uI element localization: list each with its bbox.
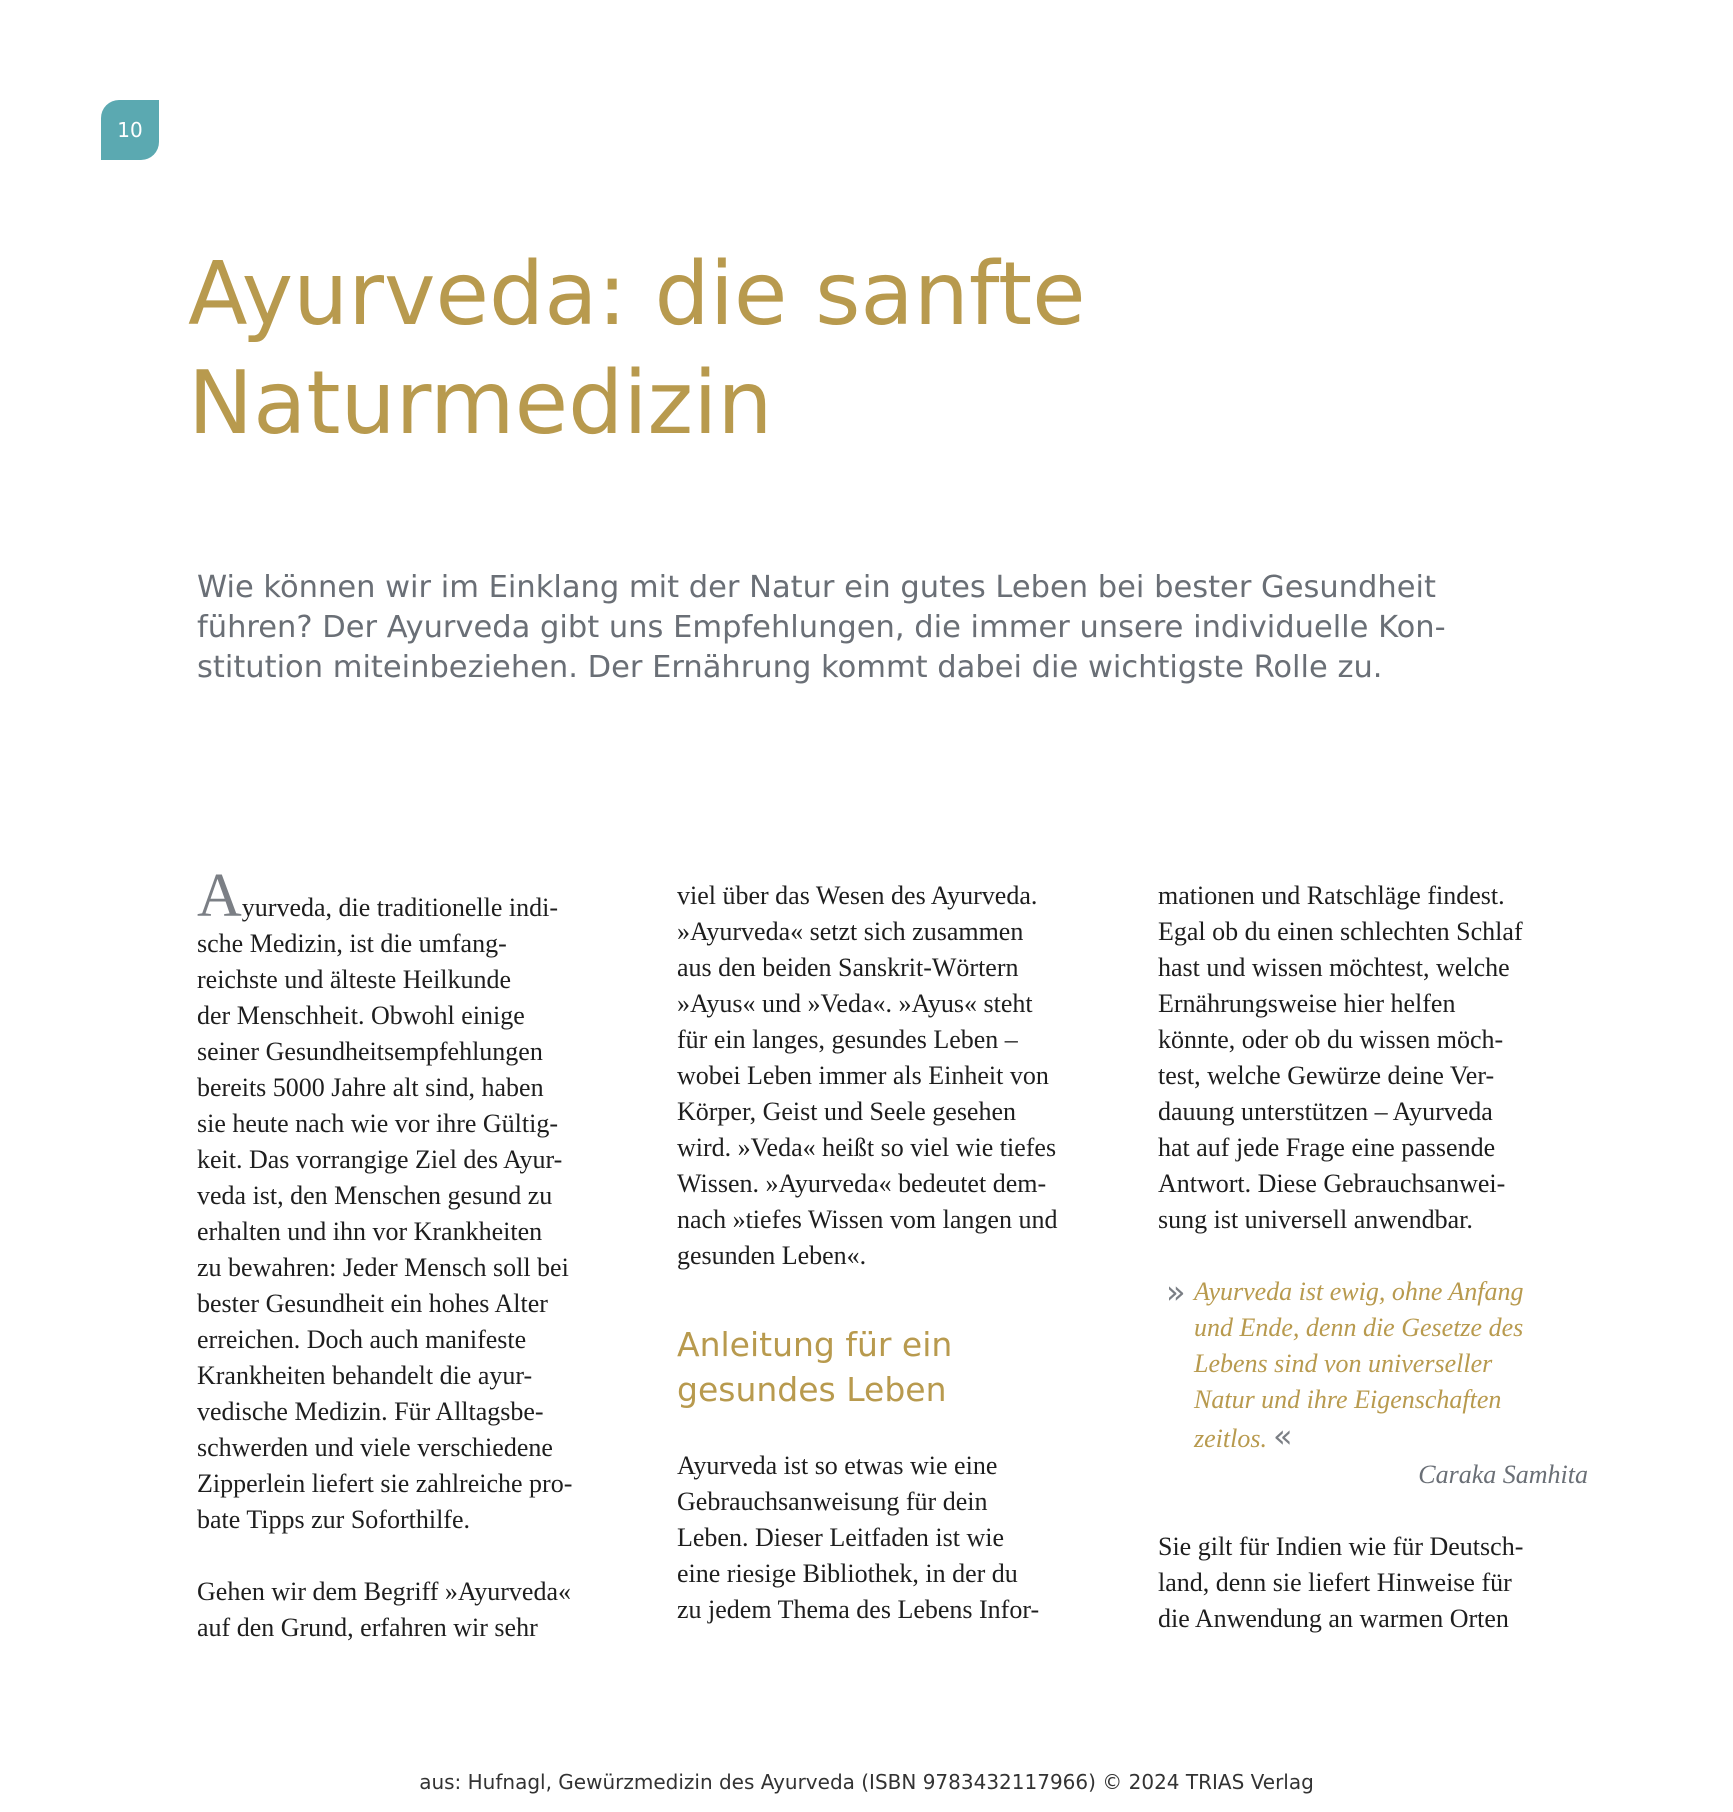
text-line: auf den Grund, erfahren wir sehr: [197, 1613, 538, 1642]
column3-paragraph-1: [1158, 878, 1588, 1238]
subheading-line-2: gesundes Leben: [677, 1370, 947, 1409]
quote-open-icon: »: [1166, 1273, 1186, 1311]
text-line: eine riesige Bibliothek, in der du: [677, 1559, 1018, 1588]
text-line: hat auf jede Frage eine passende: [1158, 1133, 1496, 1162]
lead-line-3: stitution miteinbeziehen. Der Ernährung kommt dabei die wichtigste Rolle zu.: [197, 650, 1383, 685]
column2-paragraph-2: [677, 1448, 1107, 1628]
lead-line-2: führen? Der Ayurveda gibt uns Empfehlungen, die immer unsere individuelle Kon-: [197, 610, 1446, 645]
footer-citation: aus: Hufnagl, Gewürzmedizin des Ayurveda (ISBN 9783432117966) © 2024 TRIAS Verlag: [419, 1770, 1314, 1794]
quote-close-icon: «: [1272, 1417, 1293, 1455]
text-line: nach »tiefes Wissen vom langen und: [677, 1205, 1058, 1234]
title-line-1: Ayurveda: die sanfte: [188, 243, 1086, 345]
text-line: »Ayus« und »Veda«. »Ayus« steht: [677, 989, 1033, 1018]
text-line: sung ist universell anwendbar.: [1158, 1205, 1473, 1234]
text-line: reichste und älteste Heilkunde: [197, 965, 512, 994]
text-line: Egal ob du einen schlechten Schlaf: [1158, 917, 1523, 946]
text-line: bereits 5000 Jahre alt sind, haben: [197, 1073, 544, 1102]
text-line: erhalten und ihn vor Krankheiten: [197, 1217, 543, 1246]
text-line: Ayurveda, die traditionelle indi-: [197, 862, 559, 930]
text-line: bester Gesundheit ein hohes Alter: [197, 1289, 548, 1318]
title-line-2: Naturmedizin: [188, 352, 773, 454]
text-line: die Anwendung an warmen Orten: [1158, 1604, 1509, 1633]
text-line: aus den beiden Sanskrit-Wörtern: [677, 953, 1019, 982]
quote-line: Natur und ihre Eigenschaften: [1194, 1385, 1502, 1414]
text-line: gesunden Leben«.: [677, 1241, 867, 1270]
text-line: Wissen. »Ayurveda« bedeutet dem-: [677, 1169, 1047, 1198]
text-line: der Menschheit. Obwohl einige: [197, 1001, 525, 1030]
text-line: mationen und Ratschläge findest.: [1158, 881, 1505, 910]
text-line: »Ayurveda« setzt sich zusammen: [677, 917, 1024, 946]
text-line: seiner Gesundheitsempfehlungen: [197, 1037, 543, 1066]
text-line: dauung unterstützen – Ayurveda: [1158, 1097, 1493, 1126]
column3-paragraph-2: [1158, 1529, 1588, 1637]
text-line: zu bewahren: Jeder Mensch soll bei: [197, 1253, 569, 1282]
text-line: wobei Leben immer als Einheit von: [677, 1061, 1049, 1090]
text-line: wird. »Veda« heißt so viel wie tiefes: [677, 1133, 1057, 1162]
lead-line-1: Wie können wir im Einklang mit der Natur ein gutes Leben bei bester Gesundheit: [197, 570, 1436, 605]
page-title: [188, 240, 1488, 458]
text-line: viel über das Wesen des Ayurveda.: [677, 881, 1038, 910]
text-line: Sie gilt für Indien wie für Deutsch-: [1158, 1532, 1524, 1561]
text-line: bate Tipps zur Soforthilfe.: [197, 1505, 470, 1534]
text-line: sie heute nach wie vor ihre Gültig-: [197, 1109, 558, 1138]
text-line: Gehen wir dem Begriff »Ayurveda«: [197, 1577, 572, 1606]
column1-paragraph-2: [197, 1574, 627, 1646]
page-number-badge: [101, 100, 159, 160]
text-line: schwerden und viele verschiedene: [197, 1433, 553, 1462]
section-subheading: [677, 1274, 1107, 1448]
column2-paragraph-1: [677, 878, 1107, 1274]
text-line: für ein langes, gesundes Leben –: [677, 1025, 1018, 1054]
text-line: vedische Medizin. Für Alltagsbe-: [197, 1397, 544, 1426]
text-line: könnte, oder ob du wissen möch-: [1158, 1025, 1504, 1054]
text-line: sche Medizin, ist die umfang-: [197, 929, 507, 958]
text-line: test, welche Gewürze deine Ver-: [1158, 1061, 1495, 1090]
subheading-line-1: Anleitung für ein: [677, 1325, 953, 1364]
text-column-1: [197, 862, 627, 1646]
text-line: Ayurveda ist so etwas wie eine: [677, 1451, 998, 1480]
text-column-2: [677, 878, 1107, 1628]
text-line: erreichen. Doch auch manifeste: [197, 1325, 527, 1354]
quote-source: Caraka Samhita: [1418, 1460, 1588, 1489]
text-line: land, denn sie liefert Hinweise für: [1158, 1568, 1512, 1597]
quote-line: Ayurveda ist ewig, ohne Anfang: [1194, 1277, 1524, 1306]
text-line: veda ist, den Menschen gesund zu: [197, 1181, 553, 1210]
text-line: Körper, Geist und Seele gesehen: [677, 1097, 1017, 1126]
text-line: Gebrauchsanweisung für dein: [677, 1487, 988, 1516]
quote-line: und Ende, denn die Gesetze des: [1194, 1313, 1524, 1342]
text-line: Leben. Dieser Leitfaden ist wie: [677, 1523, 1005, 1552]
text-line: zu jedem Thema des Lebens Infor-: [677, 1595, 1040, 1624]
text-line: Zipperlein liefert sie zahlreiche pro-: [197, 1469, 573, 1498]
quote-line: zeitlos. «: [1194, 1417, 1293, 1455]
column1-paragraph-1: [197, 862, 627, 1538]
text-line: keit. Das vorrangige Ziel des Ayur-: [197, 1145, 563, 1174]
text-line: Antwort. Diese Gebrauchsanwei-: [1158, 1169, 1506, 1198]
text-column-3: [1158, 878, 1588, 1637]
quote-line: Lebens sind von universeller: [1194, 1349, 1493, 1378]
drop-cap: A: [197, 862, 242, 930]
pull-quote: [1158, 1274, 1586, 1457]
page-number: 10: [117, 118, 143, 142]
text-line: hast und wissen möchtest, welche: [1158, 953, 1510, 982]
text-line: Ernährungsweise hier helfen: [1158, 989, 1456, 1018]
lead-paragraph: [197, 568, 1517, 688]
text-line: Krankheiten behandelt die ayur-: [197, 1361, 533, 1390]
